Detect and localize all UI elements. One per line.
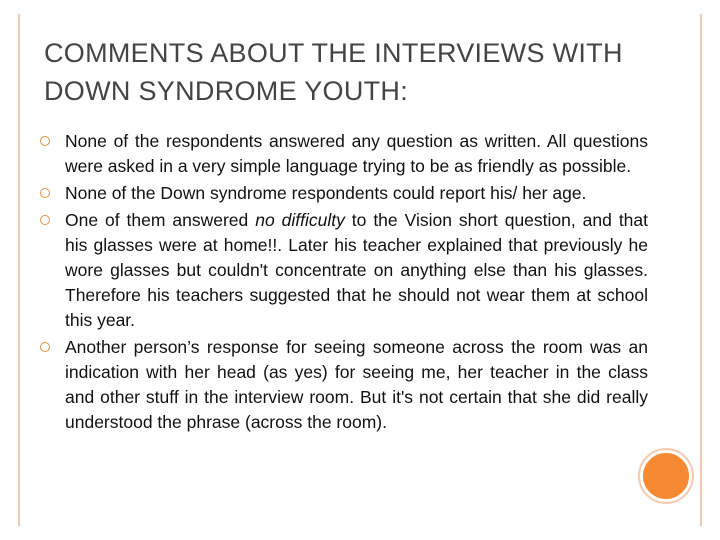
bullet-text: None of the respondents answered any question as written. All questions were asked in a very simple language trying to be as friendly as possible. [65, 131, 648, 176]
decorative-orange-circle [640, 450, 692, 502]
bullet-item-3 [36, 208, 648, 333]
circle-bullet-icon [40, 136, 50, 146]
slide-title: COMMENTS ABOUT THE INTERVIEWS WITH DOWN SYNDROME YOUTH: [44, 38, 623, 106]
bullet-text-before: One of them answered [65, 210, 256, 230]
circle-bullet-icon [40, 342, 50, 352]
bullet-text: None of the Down syndrome respondents could report his/ her age. [65, 183, 587, 203]
bullet-item-1 [36, 129, 648, 179]
bullet-text-after: to the Vision short question, and that his glasses were at home!!. Later his teacher explained that previously he wore glasses but couldn't concentrate on anything else than his glasses. Therefore his teachers suggested that he should not wear them at school this year. [65, 210, 649, 330]
bullet-text-emphasis: no difficulty [255, 210, 345, 230]
circle-bullet-icon [40, 215, 50, 225]
bullet-item-2 [36, 181, 648, 206]
bullet-list [36, 129, 648, 437]
circle-bullet-icon [40, 188, 50, 198]
bullet-text: Another person’s response for seeing someone across the room was an indication with her head (as yes) for seeing me, her teacher in the class and other stuff in the interview room. But it's not certain that she did really understood the phrase (across the room). [65, 337, 648, 432]
bullet-item-4 [36, 335, 648, 435]
